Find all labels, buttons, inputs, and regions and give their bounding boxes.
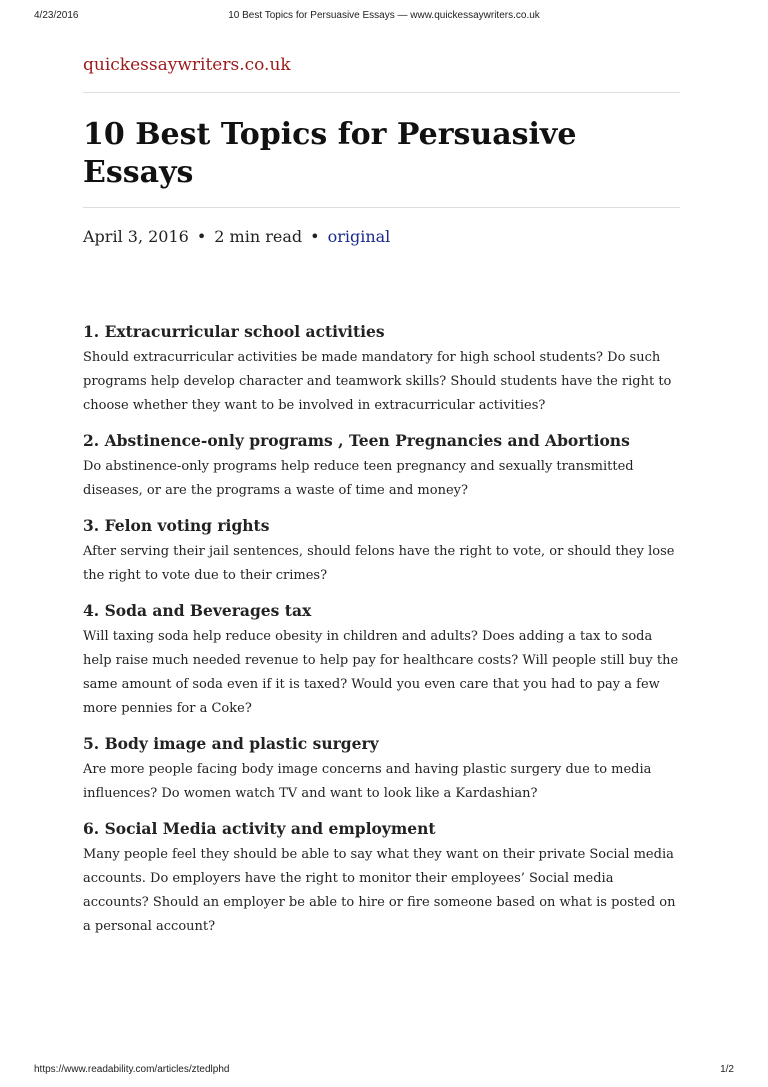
page-number: 1/2	[720, 1064, 734, 1075]
topic-body: Are more people facing body image concerns and having plastic surgery due to media influences? Do women watch TV and want to look like a Kardashian?	[83, 762, 652, 801]
topic-section	[83, 732, 683, 806]
article-title: 10 Best Topics for Persuasive Essays	[83, 117, 577, 190]
print-date: 4/23/2016	[34, 10, 79, 21]
read-time: 2 min read	[214, 227, 303, 246]
site-link[interactable]: quickessaywriters.co.uk	[83, 55, 291, 75]
print-page-title: 10 Best Topics for Persuasive Essays — www.quickessaywriters.co.uk	[228, 10, 540, 21]
topic-body: Should extracurricular activities be made mandatory for high school students? Do such programs help develop character and teamwork skills? Should students have the right to choose whether they want to be involved in extracurricular activities?	[83, 350, 672, 413]
print-url: https://www.readability.com/articles/ztedlphd	[34, 1064, 230, 1075]
meta-separator: •	[310, 227, 320, 246]
topic-section	[83, 320, 683, 418]
topic-body: Many people feel they should be able to say what they want on their private Social media accounts. Do employers have the right to monitor their employees’ Social media accounts? Should an employer be able to hire or fire someone based on what is posted on a personal account?	[83, 847, 676, 934]
divider	[83, 207, 680, 208]
topic-heading: 6. Social Media activity and employment	[83, 819, 436, 838]
meta-separator: •	[196, 227, 207, 246]
topic-section	[83, 514, 683, 588]
topic-body: Do abstinence-only programs help reduce teen pregnancy and sexually transmitted diseases, or are the programs a waste of time and money?	[83, 459, 634, 498]
original-link[interactable]: original	[327, 227, 391, 246]
topic-section	[83, 599, 683, 721]
topic-body: Will taxing soda help reduce obesity in children and adults? Does adding a tax to soda help raise much needed revenue to help pay for healthcare costs? Will people still buy the same amount of soda even if it is taxed? Would you even care that you had to pay a few more pennies for a Coke?	[83, 629, 679, 716]
topic-section	[83, 429, 683, 503]
topic-heading: 1. Extracurricular school activities	[83, 322, 385, 341]
divider	[83, 92, 680, 93]
topic-heading: 3. Felon voting rights	[83, 516, 270, 535]
print-header	[0, 0, 768, 26]
topic-section	[83, 817, 683, 939]
topic-body: After serving their jail sentences, should felons have the right to vote, or should they lose the right to vote due to their crimes?	[83, 544, 675, 583]
article-meta	[83, 227, 390, 246]
publish-date: April 3, 2016	[83, 227, 189, 246]
article-body	[83, 320, 683, 950]
topic-heading: 4. Soda and Beverages tax	[83, 601, 312, 620]
print-footer	[0, 1060, 768, 1080]
topic-heading: 2. Abstinence-only programs , Teen Pregnancies and Abortions	[83, 431, 630, 450]
topic-heading: 5. Body image and plastic surgery	[83, 734, 379, 753]
